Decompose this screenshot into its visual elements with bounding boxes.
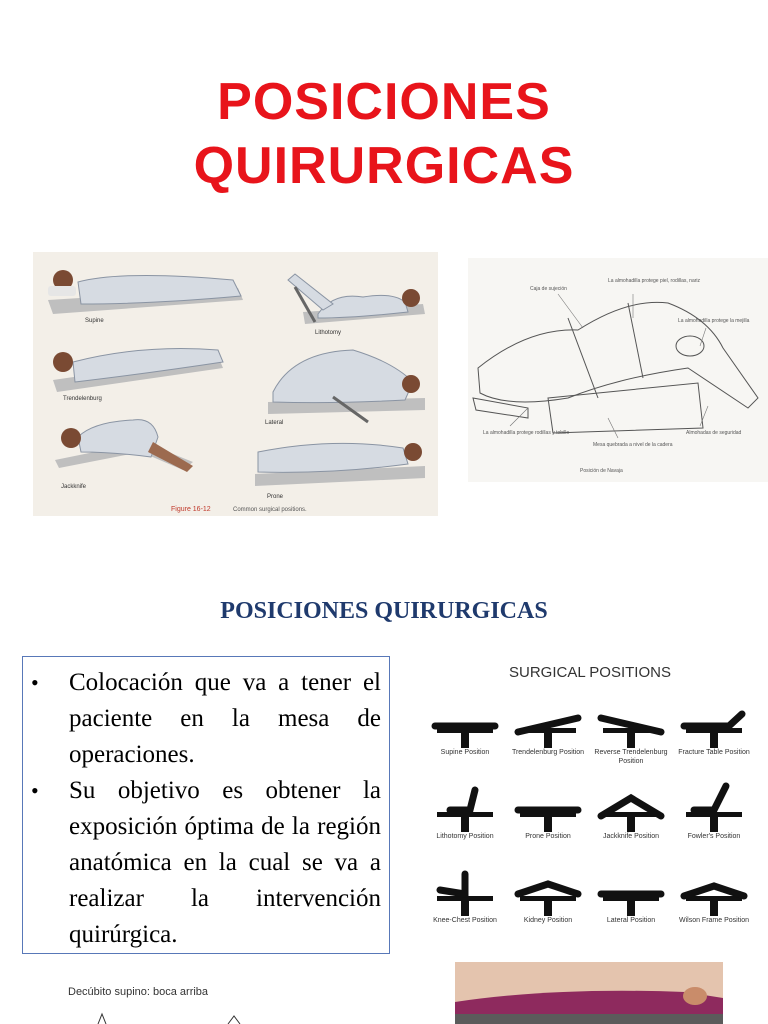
position-icon-cell [591, 864, 671, 944]
position-icon-cell [591, 780, 671, 860]
position-icon-label: Lithotomy Position [436, 833, 494, 840]
position-icon-cell [508, 696, 588, 776]
position-icon [674, 864, 754, 916]
figure-number: Figure 16-12 [171, 506, 211, 513]
supine-caption: Decúbito supino: boca arriba [68, 986, 209, 998]
prone-figure [255, 443, 425, 486]
supine-diagram [68, 980, 268, 1024]
position-icon [591, 696, 671, 748]
position-icon-cell [425, 864, 505, 944]
position-icon-cell [508, 780, 588, 860]
position-icon-label: Lateral Position [606, 917, 656, 924]
position-icon-cell [674, 780, 754, 860]
position-icon-cell [674, 696, 754, 776]
position-icon-cell [674, 864, 754, 944]
label-lateral: Lateral [265, 420, 284, 426]
position-icon-label: Trendelenburg Position [511, 749, 585, 756]
bullet-marker: • [31, 778, 39, 803]
position-icon [508, 780, 588, 832]
position-icon [425, 696, 505, 748]
trendelenburg-figure [53, 349, 223, 393]
position-icon-label: Fracture Table Position [678, 749, 750, 756]
position-icon [508, 696, 588, 748]
position-icon-label: Prone Position [525, 833, 571, 840]
label-mejilla: La almohadilla protege la mejilla [678, 318, 750, 324]
position-icon [508, 864, 588, 916]
position-icon [674, 780, 754, 832]
section-subtitle: POSICIONES QUIRURGICAS [220, 598, 548, 624]
bullet-item [31, 773, 381, 953]
position-icon-cell [425, 696, 505, 776]
position-icon [674, 696, 754, 748]
drawing-caption: Posición de Navaja [580, 468, 623, 474]
position-icon-label: Reverse Trendelenburg Position [594, 749, 668, 765]
bullet-item [31, 665, 381, 773]
label-prone: Prone [267, 494, 284, 500]
label-caja: Caja de sujeción [530, 286, 567, 292]
label-cadera: Mesa quebrada a nivel de la cadera [593, 442, 673, 448]
position-icon-label: Jackknife Position [602, 833, 660, 840]
label-rodillas: La almohadilla protege rodillas y tobillo [483, 430, 570, 436]
figure-caption: Common surgical positions. [233, 507, 307, 513]
position-icon-label: Fowler's Position [687, 833, 741, 840]
position-icon [591, 864, 671, 916]
bullet-marker: • [31, 670, 39, 695]
label-trendelenburg: Trendelenburg [63, 396, 102, 402]
bullet-text: Colocación que va a tener el paciente en la mesa de operaciones. [69, 669, 381, 768]
position-icon-label: Wilson Frame Position [678, 917, 750, 924]
label-jackknife: Jackknife [61, 484, 87, 490]
lithotomy-figure [288, 274, 425, 324]
surgical-positions-illustration [33, 252, 438, 516]
position-icon [425, 780, 505, 832]
jackknife-line-drawing [468, 258, 768, 482]
position-icon-cell [591, 696, 671, 776]
title-line-2: QUIRURGICAS [193, 137, 575, 195]
grid-title: SURGICAL POSITIONS [509, 664, 671, 681]
leader-lines [510, 294, 708, 438]
supine-figure [48, 270, 243, 314]
jackknife-figure [55, 420, 193, 472]
definition-box [22, 656, 390, 954]
position-icon [591, 780, 671, 832]
slide-title [0, 70, 768, 198]
position-icon-label: Knee-Chest Position [433, 917, 497, 924]
label-supine: Supine [85, 318, 104, 324]
surgical-positions-grid [420, 652, 760, 948]
label-piel: La almohadilla protege piel, rodillas, nariz [608, 278, 700, 284]
position-icon-cell [508, 864, 588, 944]
lateral-figure [268, 350, 425, 422]
position-icon-cell [425, 780, 505, 860]
title-line-1: POSICIONES [217, 73, 551, 131]
label-lithotomy: Lithotomy [315, 330, 342, 336]
bullet-text: Su objetivo es obtener la exposición óptima de la región anatómica en la cual se va a realizar la intervención quirúrgica. [69, 777, 381, 948]
patient-photo [455, 962, 723, 1024]
position-icon [425, 864, 505, 916]
position-icon-label: Supine Position [440, 749, 490, 756]
position-icon-label: Kidney Position [523, 917, 573, 924]
label-seguridad: Almohadas de seguridad [686, 430, 742, 436]
